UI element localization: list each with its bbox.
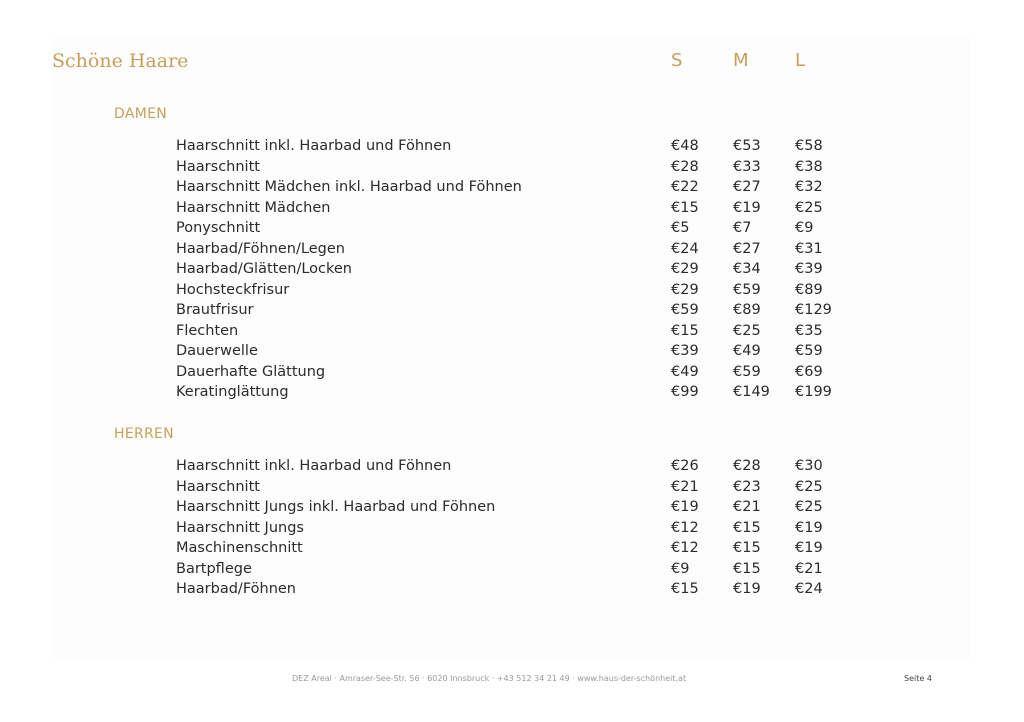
service-name: Haarbad/Föhnen	[176, 581, 297, 597]
service-name: Haarschnitt inkl. Haarbad und Föhnen	[176, 138, 452, 154]
price-l: €19	[795, 519, 823, 536]
price-row	[0, 157, 1024, 177]
price-s: €28	[671, 158, 699, 175]
price-m: €15	[733, 519, 761, 536]
price-s: €24	[671, 240, 699, 257]
price-m: €53	[733, 138, 761, 154]
price-row	[0, 559, 1024, 579]
price-row	[0, 538, 1024, 558]
price-row	[0, 382, 1024, 402]
service-name: Haarschnitt Mädchen inkl. Haarbad und Föhnen	[176, 179, 522, 195]
service-name: Hochsteckfrisur	[176, 281, 290, 298]
price-l: €31	[795, 240, 823, 257]
column-header-m: M	[733, 50, 749, 71]
service-name: Haarschnitt inkl. Haarbad und Föhnen	[176, 458, 452, 474]
price-row	[0, 177, 1024, 197]
price-row	[0, 280, 1024, 300]
page-number: Seite 4	[904, 674, 932, 683]
price-s: €29	[671, 261, 699, 277]
price-m: €7	[733, 220, 752, 236]
price-l: €129	[795, 302, 832, 318]
price-s: €9	[671, 560, 690, 577]
price-l: €9	[795, 220, 814, 236]
service-name: Haarschnitt Mädchen	[176, 199, 331, 216]
price-l: €24	[795, 581, 823, 597]
service-name: Ponyschnitt	[176, 220, 261, 236]
price-l: €39	[795, 261, 823, 277]
price-m: €49	[733, 343, 761, 359]
price-s: €15	[671, 581, 699, 597]
price-m: €15	[733, 540, 761, 556]
price-s: €15	[671, 322, 699, 339]
price-s: €59	[671, 302, 699, 318]
price-m: €23	[733, 478, 761, 495]
price-s: €15	[671, 199, 699, 216]
price-l: €89	[795, 281, 823, 298]
price-l: €35	[795, 322, 823, 339]
price-m: €15	[733, 560, 761, 577]
price-m: €28	[733, 458, 761, 474]
price-m: €19	[733, 581, 761, 597]
price-l: €199	[795, 384, 832, 400]
price-row	[0, 579, 1024, 599]
price-m: €25	[733, 322, 761, 339]
price-m: €59	[733, 363, 761, 380]
price-row	[0, 300, 1024, 320]
price-s: €26	[671, 458, 699, 474]
column-header-s: S	[671, 50, 683, 71]
footer-address: DEZ Areal · Amraser-See-Str. 56 · 6020 Innsbruck · +43 512 34 21 49 · www.haus-der-schönheit.at	[292, 674, 687, 683]
service-name: Dauerhafte Glättung	[176, 363, 326, 380]
price-l: €30	[795, 458, 823, 474]
price-s: €19	[671, 499, 699, 515]
price-s: €5	[671, 220, 690, 236]
price-l: €59	[795, 343, 823, 359]
price-l: €21	[795, 560, 823, 577]
page-title: Schöne Haare	[52, 50, 189, 72]
section-label-damen: DAMEN	[114, 106, 168, 122]
price-m: €59	[733, 281, 761, 298]
price-l: €25	[795, 499, 823, 515]
price-row	[0, 518, 1024, 538]
price-l: €19	[795, 540, 823, 556]
price-row	[0, 456, 1024, 476]
price-l: €58	[795, 138, 823, 154]
price-m: €33	[733, 158, 761, 175]
price-m: €149	[733, 384, 770, 400]
price-l: €25	[795, 199, 823, 216]
price-l: €69	[795, 363, 823, 380]
service-name: Haarbad/Föhnen/Legen	[176, 240, 345, 257]
price-s: €48	[671, 138, 699, 154]
price-m: €19	[733, 199, 761, 216]
service-name: Keratinglättung	[176, 384, 289, 400]
price-row	[0, 477, 1024, 497]
column-header-l: L	[795, 50, 806, 71]
price-row	[0, 341, 1024, 361]
price-row	[0, 218, 1024, 238]
service-name: Bartpflege	[176, 560, 252, 577]
price-row	[0, 239, 1024, 259]
price-s: €12	[671, 540, 699, 556]
price-s: €39	[671, 343, 699, 359]
price-s: €29	[671, 281, 699, 298]
price-s: €99	[671, 384, 699, 400]
price-m: €89	[733, 302, 761, 318]
price-l: €38	[795, 158, 823, 175]
price-row	[0, 136, 1024, 156]
service-name: Haarschnitt Jungs inkl. Haarbad und Föhnen	[176, 499, 496, 515]
price-s: €21	[671, 478, 699, 495]
price-s: €22	[671, 179, 699, 195]
price-s: €12	[671, 519, 699, 536]
service-name: Dauerwelle	[176, 343, 258, 359]
price-l: €25	[795, 478, 823, 495]
price-l: €32	[795, 179, 823, 195]
service-name: Brautfrisur	[176, 302, 254, 318]
price-row	[0, 362, 1024, 382]
price-row	[0, 321, 1024, 341]
service-name: Maschinenschnitt	[176, 540, 303, 556]
service-name: Haarschnitt	[176, 478, 260, 495]
price-m: €34	[733, 261, 761, 277]
service-name: Haarschnitt	[176, 158, 260, 175]
price-m: €27	[733, 179, 761, 195]
section-label-herren: HERREN	[114, 426, 174, 442]
price-m: €27	[733, 240, 761, 257]
service-name: Haarbad/Glätten/Locken	[176, 261, 352, 277]
service-name: Haarschnitt Jungs	[176, 519, 304, 536]
price-m: €21	[733, 499, 761, 515]
price-row	[0, 259, 1024, 279]
price-row	[0, 497, 1024, 517]
service-name: Flechten	[176, 322, 239, 339]
price-s: €49	[671, 363, 699, 380]
price-row	[0, 198, 1024, 218]
